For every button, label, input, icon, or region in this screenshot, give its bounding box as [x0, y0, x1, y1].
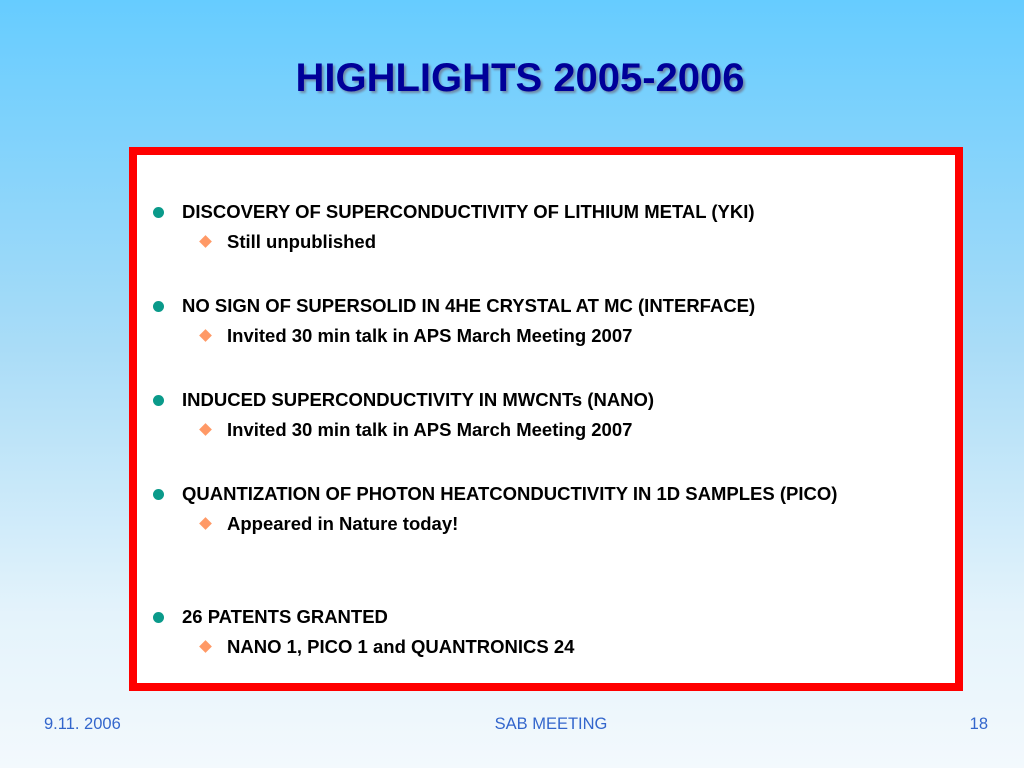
- bullet-dot-icon: [153, 207, 164, 218]
- sub-item-text: Appeared in Nature today!: [227, 513, 459, 534]
- list-item: [137, 481, 955, 537]
- item-text: INDUCED SUPERCONDUCTIVITY IN MWCNTs (NANO): [182, 389, 655, 410]
- bullet-dot-icon: [153, 301, 164, 312]
- item-text: DISCOVERY OF SUPERCONDUCTIVITY OF LITHIUM METAL (YKI): [182, 201, 755, 222]
- sub-item-text: Still unpublished: [227, 231, 377, 252]
- sub-item-text: Invited 30 min talk in APS March Meeting 2007: [227, 325, 633, 346]
- item-text: 26 PATENTS GRANTED: [182, 606, 388, 627]
- list-item: [137, 604, 955, 660]
- list-item: [137, 199, 955, 255]
- item-text: QUANTIZATION OF PHOTON HEATCONDUCTIVITY IN 1D SAMPLES (PICO): [182, 483, 838, 504]
- slide-title: HIGHLIGHTS 2005-2006: [295, 56, 745, 100]
- diamond-bullet-icon: [199, 640, 212, 653]
- bullet-dot-icon: [153, 395, 164, 406]
- sub-item-text: Invited 30 min talk in APS March Meeting 2007: [227, 419, 633, 440]
- diamond-bullet-icon: [199, 235, 212, 248]
- page-number: 18: [969, 715, 988, 733]
- sub-item-text: NANO 1, PICO 1 and QUANTRONICS 24: [227, 636, 575, 657]
- diamond-bullet-icon: [199, 329, 212, 342]
- bullet-dot-icon: [153, 489, 164, 500]
- diamond-bullet-icon: [199, 423, 212, 436]
- diamond-bullet-icon: [199, 517, 212, 530]
- highlights-box: [129, 147, 963, 691]
- footer-date: 9.11. 2006: [44, 715, 121, 733]
- item-text: NO SIGN OF SUPERSOLID IN 4HE CRYSTAL AT MC (INTERFACE): [182, 295, 756, 316]
- footer-meeting: SAB MEETING: [494, 715, 608, 733]
- list-item: [137, 293, 955, 349]
- list-item: [137, 387, 955, 443]
- bullet-dot-icon: [153, 612, 164, 623]
